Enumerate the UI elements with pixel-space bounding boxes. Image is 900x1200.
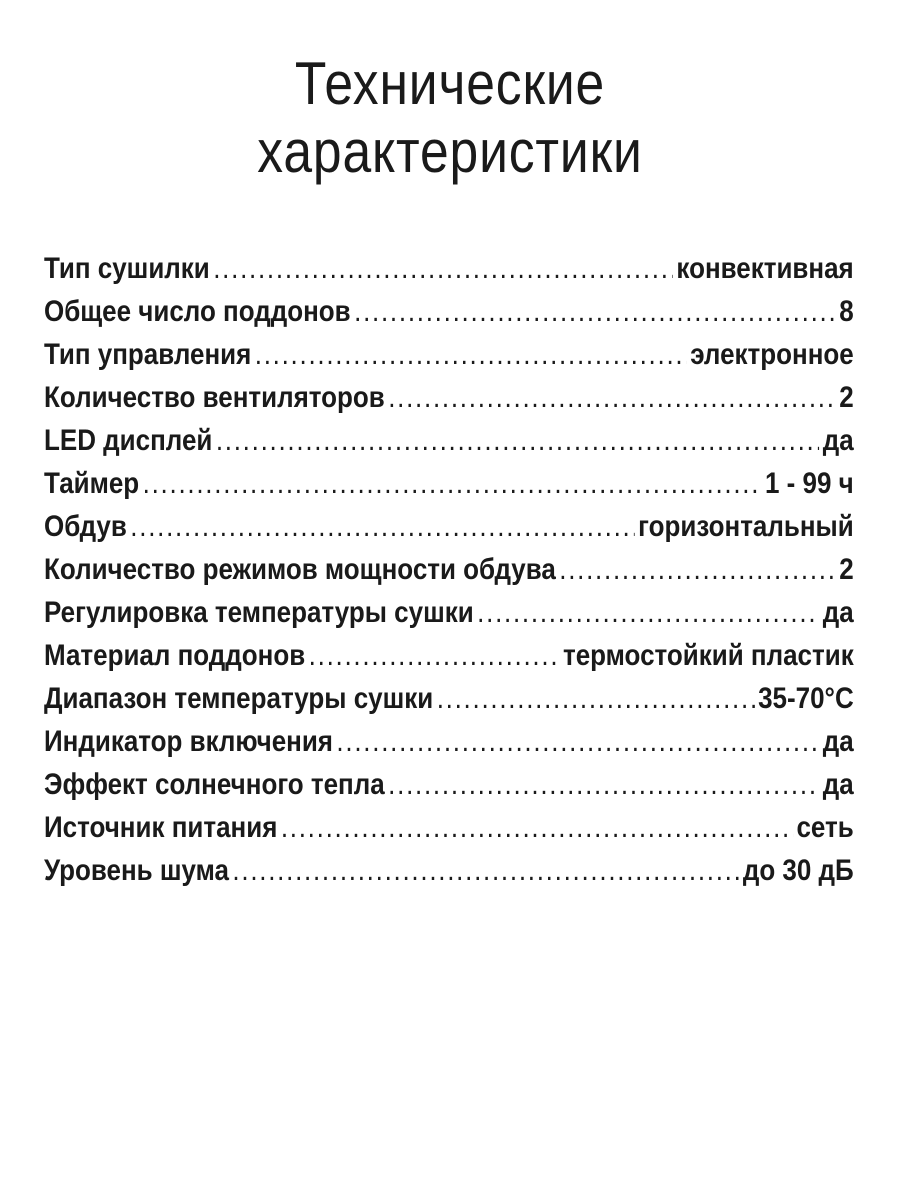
spec-label: Индикатор включения <box>44 725 333 758</box>
spec-row <box>44 720 854 763</box>
spec-label: Тип сушилки <box>44 252 210 285</box>
dot-leader <box>130 505 634 548</box>
spec-value: сеть <box>796 811 854 844</box>
dot-leader <box>309 634 560 677</box>
dot-leader <box>143 462 762 505</box>
spec-value: 8 <box>839 295 854 328</box>
spec-row <box>44 806 854 849</box>
spec-label: Количество режимов мощности обдува <box>44 553 556 586</box>
spec-value: да <box>822 768 854 801</box>
dot-leader <box>255 333 687 376</box>
dot-leader <box>281 806 793 849</box>
spec-value: 2 <box>839 381 854 414</box>
spec-row <box>44 376 854 419</box>
spec-value: да <box>822 596 854 629</box>
spec-value: 2 <box>839 553 854 586</box>
spec-value: да <box>822 725 854 758</box>
spec-row <box>44 763 854 806</box>
spec-value: 35-70°C <box>758 682 854 715</box>
spec-label: Общее число поддонов <box>44 295 351 328</box>
dot-leader <box>559 548 836 591</box>
spec-label: Тип управления <box>44 338 252 371</box>
spec-row <box>44 333 854 376</box>
spec-row <box>44 247 854 290</box>
spec-label: Уровень шума <box>44 854 229 887</box>
spec-row <box>44 634 854 677</box>
spec-row <box>44 849 854 892</box>
spec-row <box>44 548 854 591</box>
spec-row <box>44 462 854 505</box>
page-title <box>63 50 837 186</box>
spec-label: Таймер <box>44 467 140 500</box>
dot-leader <box>336 720 819 763</box>
spec-value: термостойкий пластик <box>562 639 854 672</box>
page-title-line-2: характеристики <box>257 118 643 185</box>
spec-value: до 30 дБ <box>742 854 854 887</box>
spec-value: да <box>822 424 854 457</box>
page-title-line-1: Технические <box>294 50 606 117</box>
dot-leader <box>388 376 836 419</box>
spec-label: Количество вентиляторов <box>44 381 385 414</box>
dot-leader <box>354 290 836 333</box>
spec-row <box>44 505 854 548</box>
spec-value: конвективная <box>676 252 854 285</box>
dot-leader <box>232 849 739 892</box>
spec-list <box>44 247 854 892</box>
spec-label: Материал поддонов <box>44 639 306 672</box>
spec-row <box>44 677 854 720</box>
spec-label: Регулировка температуры сушки <box>44 596 474 629</box>
dot-leader <box>216 419 819 462</box>
spec-label: LED дисплей <box>44 424 213 457</box>
spec-label: Диапазон температуры сушки <box>44 682 434 715</box>
spec-row <box>44 591 854 634</box>
spec-value: 1 - 99 ч <box>764 467 854 500</box>
dot-leader <box>437 677 755 720</box>
dot-leader <box>213 247 673 290</box>
spec-value: электронное <box>690 338 854 371</box>
spec-label: Эффект солнечного тепла <box>44 768 385 801</box>
spec-label: Обдув <box>44 510 127 543</box>
spec-value: горизонтальный <box>638 510 854 543</box>
dot-leader <box>477 591 819 634</box>
spec-row <box>44 419 854 462</box>
dot-leader <box>388 763 819 806</box>
spec-label: Источник питания <box>44 811 278 844</box>
spec-row <box>44 290 854 333</box>
